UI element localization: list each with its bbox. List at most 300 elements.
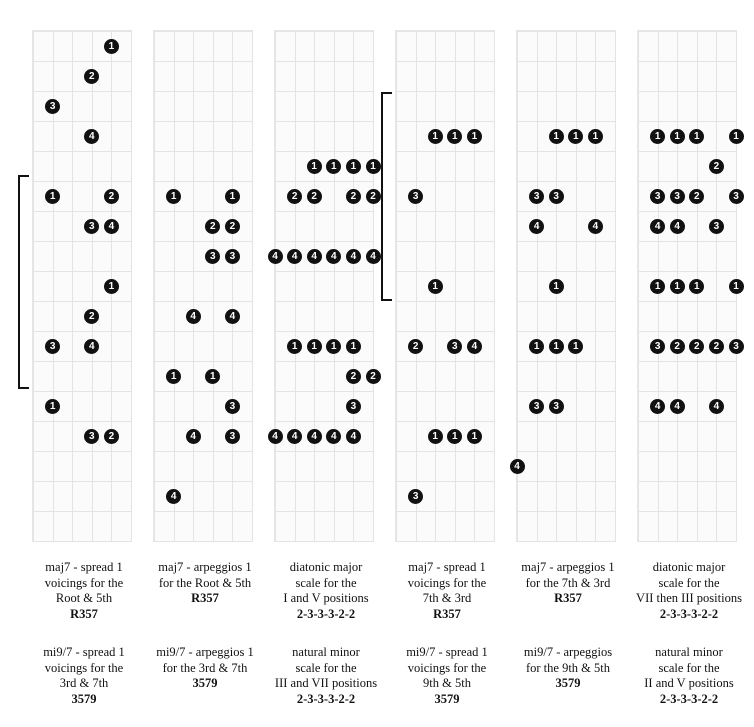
fret-line (33, 211, 131, 212)
fret-line (638, 61, 736, 62)
fret-dot: 4 (166, 489, 181, 504)
chart-column (629, 0, 749, 727)
fret-line (638, 301, 736, 302)
fret-line (396, 361, 494, 362)
fret-line (154, 31, 252, 32)
fret-line (154, 91, 252, 92)
fret-dot: 3 (529, 399, 544, 414)
fret-line (275, 181, 373, 182)
fret-dot: 4 (307, 429, 322, 444)
fret-line (33, 271, 131, 272)
fret-dot: 1 (428, 129, 443, 144)
fret-line (638, 31, 736, 32)
fret-line (154, 271, 252, 272)
string-line (537, 31, 538, 541)
fret-line (638, 331, 736, 332)
string-line (494, 31, 495, 541)
fret-line (275, 361, 373, 362)
fret-line (154, 511, 252, 512)
caption-major (629, 560, 749, 622)
string-line (252, 31, 253, 541)
fretboard-grid (395, 30, 495, 542)
fret-line (154, 541, 252, 542)
fret-dot: 3 (447, 339, 462, 354)
caption-line: 2-3-3-3-2-2 (659, 606, 719, 621)
string-line (334, 31, 335, 541)
fret-dot: 4 (670, 219, 685, 234)
string-line (193, 31, 194, 541)
caption-line: for the 9th & 5th (525, 660, 610, 675)
fret-line (396, 331, 494, 332)
fret-line (517, 391, 615, 392)
fret-line (154, 121, 252, 122)
fret-dot: 1 (307, 339, 322, 354)
caption-line: 9th & 5th (423, 676, 471, 690)
fret-line (33, 451, 131, 452)
fret-dot: 2 (225, 219, 240, 234)
fret-dot: 1 (467, 429, 482, 444)
fret-line (638, 421, 736, 422)
fret-line (396, 181, 494, 182)
caption-line: scale for the (658, 575, 720, 590)
fret-dot: 1 (689, 129, 704, 144)
fret-line (275, 331, 373, 332)
caption-line: maj7 - spread 1 (45, 560, 123, 574)
fret-line (638, 271, 736, 272)
fret-line (396, 421, 494, 422)
string-line (295, 31, 296, 541)
fret-dot: 4 (287, 249, 302, 264)
caption-line: maj7 - arpeggios 1 (521, 560, 615, 574)
fret-line (33, 121, 131, 122)
fret-dot: 2 (84, 309, 99, 324)
fret-dot: 1 (549, 129, 564, 144)
fret-dot: 4 (510, 459, 525, 474)
caption-line: diatonic major (289, 560, 363, 574)
string-line (455, 31, 456, 541)
fret-line (638, 511, 736, 512)
fret-line (275, 541, 373, 542)
fret-dot: 1 (689, 279, 704, 294)
fret-line (396, 541, 494, 542)
fret-line (517, 511, 615, 512)
fret-dot: 2 (104, 429, 119, 444)
caption-line: 2-3-3-3-2-2 (659, 691, 719, 706)
fret-dot: 2 (366, 369, 381, 384)
fret-line (275, 391, 373, 392)
fret-dot: 2 (366, 189, 381, 204)
fret-dot: 1 (467, 129, 482, 144)
fret-dot: 1 (287, 339, 302, 354)
fret-dot: 2 (709, 339, 724, 354)
fret-line (275, 91, 373, 92)
fret-dot: 1 (670, 279, 685, 294)
fret-line (517, 271, 615, 272)
fret-line (275, 211, 373, 212)
fret-line (638, 91, 736, 92)
fret-line (275, 451, 373, 452)
fret-dot: 3 (408, 489, 423, 504)
fret-line (154, 241, 252, 242)
fret-line (517, 481, 615, 482)
fret-line (33, 361, 131, 362)
fret-dot: 3 (225, 249, 240, 264)
caption-line: for the Root & 5th (158, 575, 252, 590)
fret-line (154, 61, 252, 62)
fret-line (275, 241, 373, 242)
fret-dot: 1 (45, 399, 60, 414)
string-line (373, 31, 374, 541)
fret-line (154, 391, 252, 392)
fret-dot: 1 (568, 129, 583, 144)
fret-line (517, 91, 615, 92)
fret-dot: 1 (549, 279, 564, 294)
fret-line (33, 241, 131, 242)
fret-line (396, 241, 494, 242)
fret-line (517, 451, 615, 452)
caption-line: 3579 (71, 691, 97, 706)
fretboard-grid (153, 30, 253, 542)
fret-dot: 3 (205, 249, 220, 264)
string-line (576, 31, 577, 541)
fret-dot: 3 (549, 399, 564, 414)
fret-dot: 1 (346, 159, 361, 174)
caption-line: for the 7th & 3rd (525, 575, 611, 590)
fret-line (638, 121, 736, 122)
fret-dot: 4 (366, 249, 381, 264)
fret-line (517, 361, 615, 362)
fret-line (396, 151, 494, 152)
fret-dot: 1 (729, 279, 744, 294)
caption-line: maj7 - arpeggios 1 (158, 560, 252, 574)
fretboard-grid (516, 30, 616, 542)
fret-line (275, 271, 373, 272)
fret-line (275, 61, 373, 62)
fret-dot: 3 (650, 339, 665, 354)
fret-dot: 4 (650, 219, 665, 234)
chart-column (387, 0, 507, 727)
fret-line (33, 421, 131, 422)
fret-line (33, 91, 131, 92)
caption-line: mi9/7 - spread 1 (406, 645, 488, 659)
fret-line (396, 91, 494, 92)
fretboard-grid (274, 30, 374, 542)
fret-dot: 2 (287, 189, 302, 204)
string-line (314, 31, 315, 541)
caption-line: scale for the (295, 575, 357, 590)
fret-dot: 4 (186, 429, 201, 444)
fret-dot: 1 (166, 189, 181, 204)
fret-line (33, 31, 131, 32)
caption-line: 3579 (434, 691, 460, 706)
fretboard-grid (32, 30, 132, 542)
fret-dot: 4 (104, 219, 119, 234)
fret-line (154, 181, 252, 182)
string-line (72, 31, 73, 541)
fret-line (517, 331, 615, 332)
fret-dot: 1 (205, 369, 220, 384)
fret-dot: 2 (104, 189, 119, 204)
fret-line (396, 391, 494, 392)
caption-line: mi9/7 - arpeggios 1 (156, 645, 254, 659)
caption-line: scale for the (658, 660, 720, 675)
fret-line (396, 211, 494, 212)
fret-line (517, 181, 615, 182)
chart-column (145, 0, 265, 727)
fret-line (517, 541, 615, 542)
string-line (396, 31, 397, 541)
fret-line (517, 31, 615, 32)
fret-line (154, 481, 252, 482)
fret-dot: 1 (366, 159, 381, 174)
fret-line (33, 301, 131, 302)
fret-line (638, 481, 736, 482)
fret-line (154, 151, 252, 152)
caption-line: 7th & 3rd (422, 591, 472, 605)
fret-dot: 4 (709, 399, 724, 414)
fret-line (396, 31, 494, 32)
fret-dot: 2 (689, 189, 704, 204)
fret-dot: 1 (307, 159, 322, 174)
fret-dot: 4 (268, 429, 283, 444)
fret-dot: 3 (84, 219, 99, 234)
fret-dot: 2 (205, 219, 220, 234)
caption-line: 3579 (192, 676, 218, 690)
fret-dot: 4 (186, 309, 201, 324)
caption-line: III and VII positions (274, 676, 378, 690)
fret-line (154, 361, 252, 362)
fret-dot: 4 (326, 429, 341, 444)
fret-dot: 1 (529, 339, 544, 354)
string-line (154, 31, 155, 541)
string-line (716, 31, 717, 541)
caption-minor (266, 645, 386, 707)
string-line (638, 31, 639, 541)
caption-line: R357 (191, 591, 219, 605)
string-line (232, 31, 233, 541)
fret-line (33, 151, 131, 152)
caption-line: R357 (70, 606, 98, 621)
fret-line (33, 61, 131, 62)
fret-dot: 3 (670, 189, 685, 204)
fret-dot: 2 (346, 369, 361, 384)
string-line (416, 31, 417, 541)
fret-dot: 3 (709, 219, 724, 234)
fret-dot: 3 (549, 189, 564, 204)
caption-minor (145, 645, 265, 692)
string-line (275, 31, 276, 541)
fret-line (275, 121, 373, 122)
fret-line (396, 61, 494, 62)
fret-dot: 3 (84, 429, 99, 444)
fret-line (638, 151, 736, 152)
fret-dot: 3 (650, 189, 665, 204)
fret-line (638, 181, 736, 182)
fret-line (275, 511, 373, 512)
caption-major (508, 560, 628, 607)
fret-line (517, 241, 615, 242)
caption-minor (24, 645, 144, 707)
fret-dot: 1 (346, 339, 361, 354)
string-line (174, 31, 175, 541)
fret-line (517, 421, 615, 422)
caption-major (145, 560, 265, 607)
fret-line (517, 61, 615, 62)
position-bracket (381, 92, 392, 301)
fret-line (154, 211, 252, 212)
fret-line (396, 121, 494, 122)
fret-dot: 4 (650, 399, 665, 414)
fret-dot: 1 (670, 129, 685, 144)
fret-line (33, 541, 131, 542)
fret-dot: 1 (729, 129, 744, 144)
caption-line: 2-3-3-3-2-2 (296, 691, 356, 706)
fret-dot: 4 (670, 399, 685, 414)
fret-dot: 1 (549, 339, 564, 354)
fret-dot: 1 (326, 339, 341, 354)
fret-dot: 4 (467, 339, 482, 354)
fret-dot: 3 (408, 189, 423, 204)
caption-major (266, 560, 386, 622)
fret-dot: 1 (588, 129, 603, 144)
fret-line (154, 331, 252, 332)
string-line (615, 31, 616, 541)
fret-line (638, 541, 736, 542)
caption-line: for the 3rd & 7th (162, 660, 248, 675)
fret-line (33, 511, 131, 512)
caption-line: voicings for the (44, 575, 124, 590)
caption-minor (387, 645, 507, 707)
chart-column (266, 0, 386, 727)
fret-dot: 4 (346, 249, 361, 264)
fret-dot: 4 (84, 339, 99, 354)
fret-line (638, 391, 736, 392)
fret-line (396, 451, 494, 452)
caption-line: VII then III positions (636, 591, 742, 605)
caption-line: mi9/7 - spread 1 (43, 645, 125, 659)
fret-line (275, 151, 373, 152)
caption-line: Root & 5th (55, 591, 113, 605)
fret-dot: 4 (307, 249, 322, 264)
string-line (474, 31, 475, 541)
caption-line: II and V positions (644, 676, 734, 690)
fret-dot: 2 (346, 189, 361, 204)
caption-line: maj7 - spread 1 (408, 560, 486, 574)
fret-dot: 1 (166, 369, 181, 384)
caption-line: natural minor (292, 645, 360, 659)
caption-line: R357 (433, 606, 461, 621)
fret-line (638, 361, 736, 362)
caption-line: mi9/7 - arpeggios (523, 645, 613, 659)
fret-line (517, 151, 615, 152)
fret-line (275, 31, 373, 32)
fret-dot: 3 (45, 99, 60, 114)
caption-line: diatonic major (652, 560, 726, 574)
fretboard-grid (637, 30, 737, 542)
fret-line (275, 481, 373, 482)
fret-dot: 3 (529, 189, 544, 204)
fret-line (396, 511, 494, 512)
fret-dot: 3 (729, 339, 744, 354)
fret-dot: 1 (568, 339, 583, 354)
fret-dot: 1 (428, 429, 443, 444)
fret-dot: 2 (84, 69, 99, 84)
fret-dot: 1 (447, 129, 462, 144)
caption-major (24, 560, 144, 622)
string-line (213, 31, 214, 541)
fret-dot: 1 (650, 279, 665, 294)
fret-dot: 1 (104, 279, 119, 294)
fret-line (396, 481, 494, 482)
caption-line: 2-3-3-3-2-2 (296, 606, 356, 621)
caption-line: voicings for the (407, 660, 487, 675)
fret-line (275, 421, 373, 422)
string-line (595, 31, 596, 541)
fret-line (154, 421, 252, 422)
position-bracket (18, 175, 29, 389)
fret-dot: 3 (45, 339, 60, 354)
fret-dot: 4 (326, 249, 341, 264)
fret-line (517, 211, 615, 212)
fret-dot: 1 (326, 159, 341, 174)
fret-dot: 4 (287, 429, 302, 444)
fret-dot: 2 (670, 339, 685, 354)
fret-dot: 3 (729, 189, 744, 204)
fret-dot: 1 (447, 429, 462, 444)
fret-line (33, 181, 131, 182)
fret-dot: 2 (408, 339, 423, 354)
fret-line (517, 301, 615, 302)
fret-dot: 4 (268, 249, 283, 264)
caption-line: natural minor (655, 645, 723, 659)
fret-dot: 4 (588, 219, 603, 234)
chart-column (508, 0, 628, 727)
fret-line (638, 451, 736, 452)
caption-line: voicings for the (407, 575, 487, 590)
fret-dot: 1 (104, 39, 119, 54)
fret-dot: 4 (84, 129, 99, 144)
fret-dot: 1 (225, 189, 240, 204)
chart-column (24, 0, 144, 727)
caption-line: scale for the (295, 660, 357, 675)
string-line (33, 31, 34, 541)
fret-dot: 3 (225, 399, 240, 414)
caption-line: voicings for the (44, 660, 124, 675)
fret-line (517, 121, 615, 122)
fret-dot: 2 (689, 339, 704, 354)
fret-line (638, 211, 736, 212)
caption-line: R357 (554, 591, 582, 605)
caption-line: 3rd & 7th (59, 676, 109, 690)
caption-line: I and V positions (283, 591, 369, 605)
fret-dot: 4 (225, 309, 240, 324)
fret-dot: 3 (346, 399, 361, 414)
fret-dot: 4 (346, 429, 361, 444)
caption-line: 3579 (555, 676, 581, 690)
fret-line (154, 451, 252, 452)
fret-line (33, 391, 131, 392)
fret-dot: 3 (225, 429, 240, 444)
fret-line (33, 481, 131, 482)
fret-line (396, 271, 494, 272)
fret-dot: 1 (650, 129, 665, 144)
string-line (92, 31, 93, 541)
caption-minor (508, 645, 628, 692)
fret-dot: 4 (529, 219, 544, 234)
fret-dot: 2 (709, 159, 724, 174)
string-line (353, 31, 354, 541)
fret-line (33, 331, 131, 332)
